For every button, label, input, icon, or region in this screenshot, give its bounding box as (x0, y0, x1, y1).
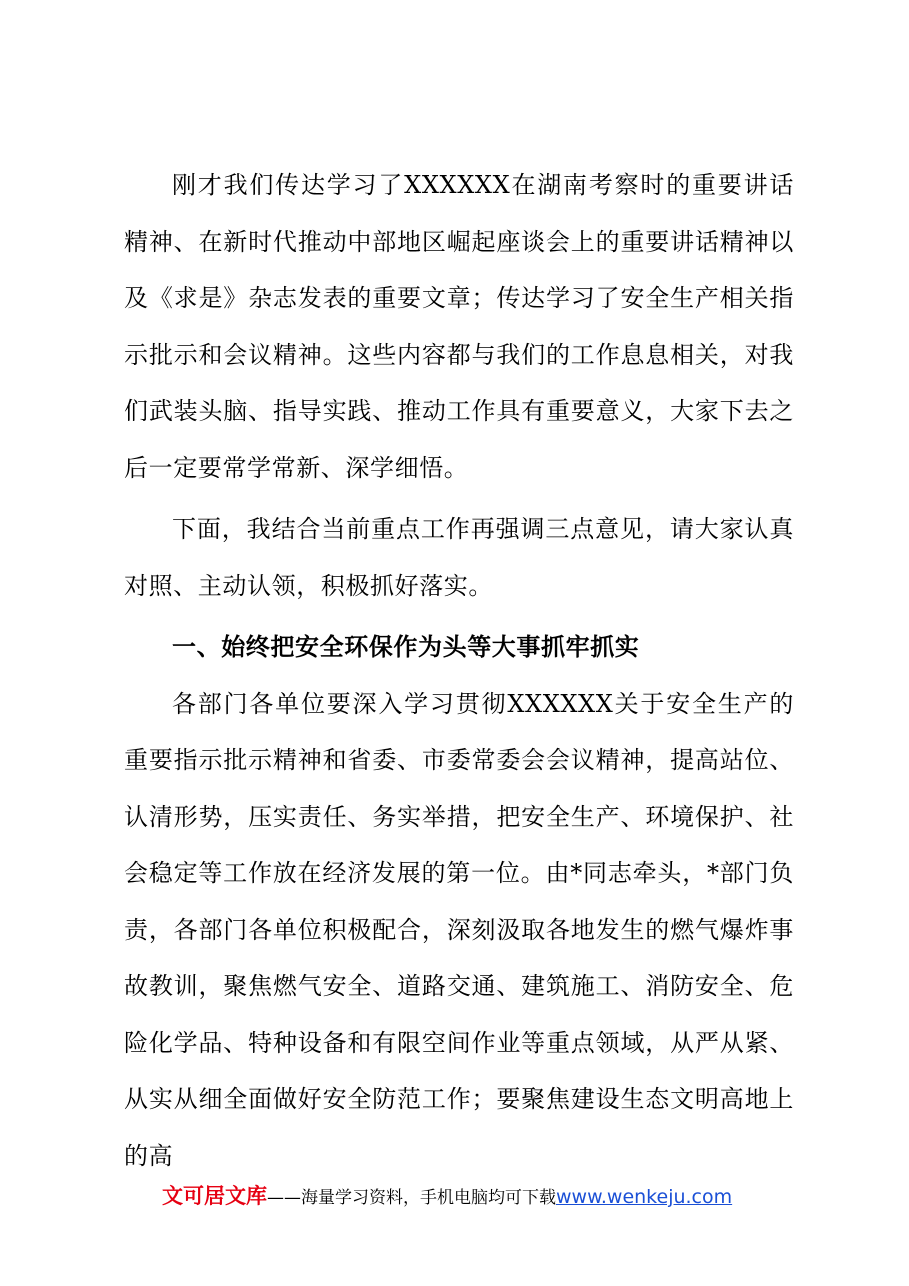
footer-banner (162, 1183, 732, 1211)
footer-brand: 文可居文库 (162, 1184, 267, 1208)
footer-link[interactable]: www.wenkeju.com (556, 1186, 733, 1208)
paragraph-points: 下面，我结合当前重点工作再强调三点意见，请大家认真对照、主动认领，积极抓好落实。 (124, 515, 794, 600)
footer-slogan: ——海量学习资料，手机电脑均可下载 (267, 1188, 556, 1208)
paragraph-section-1: 各部门各单位要深入学习贯彻XXXXXX关于安全生产的重要指示批示精神和省委、市委常委会会议精神，提高站位、认清形势，压实责任、务实举措，把安全生产、环境保护、社会稳定等工作放在经济发展的第一位。由*同志牵头，*部门负责，各部门各单位积极配合，深刻汲取各地发生的燃气爆炸事故教训，聚焦燃气安全、道路交通、建筑施工、消防安全、危险化学品、特种设备和有限空间作业等重点领域，从严从紧、从实从细全面做好安全防范工作；要聚焦建设生态文明高地上的高 (124, 689, 794, 1170)
section-heading: 一、始终把安全环保作为头等大事抓牢抓实 (172, 633, 640, 661)
paragraph-intro: 刚才我们传达学习了XXXXXX在湖南考察时的重要讲话精神、在新时代推动中部地区崛起座谈会上的重要讲话精神以及《求是》杂志发表的重要文章；传达学习了安全生产相关指示批示和会议精神。这些内容都与我们的工作息息相关，对我们武装头脑、指导实践、推动工作具有重要意义，大家下去之后一定要常学常新、深学细悟。 (124, 171, 794, 482)
document-body (124, 157, 794, 1184)
